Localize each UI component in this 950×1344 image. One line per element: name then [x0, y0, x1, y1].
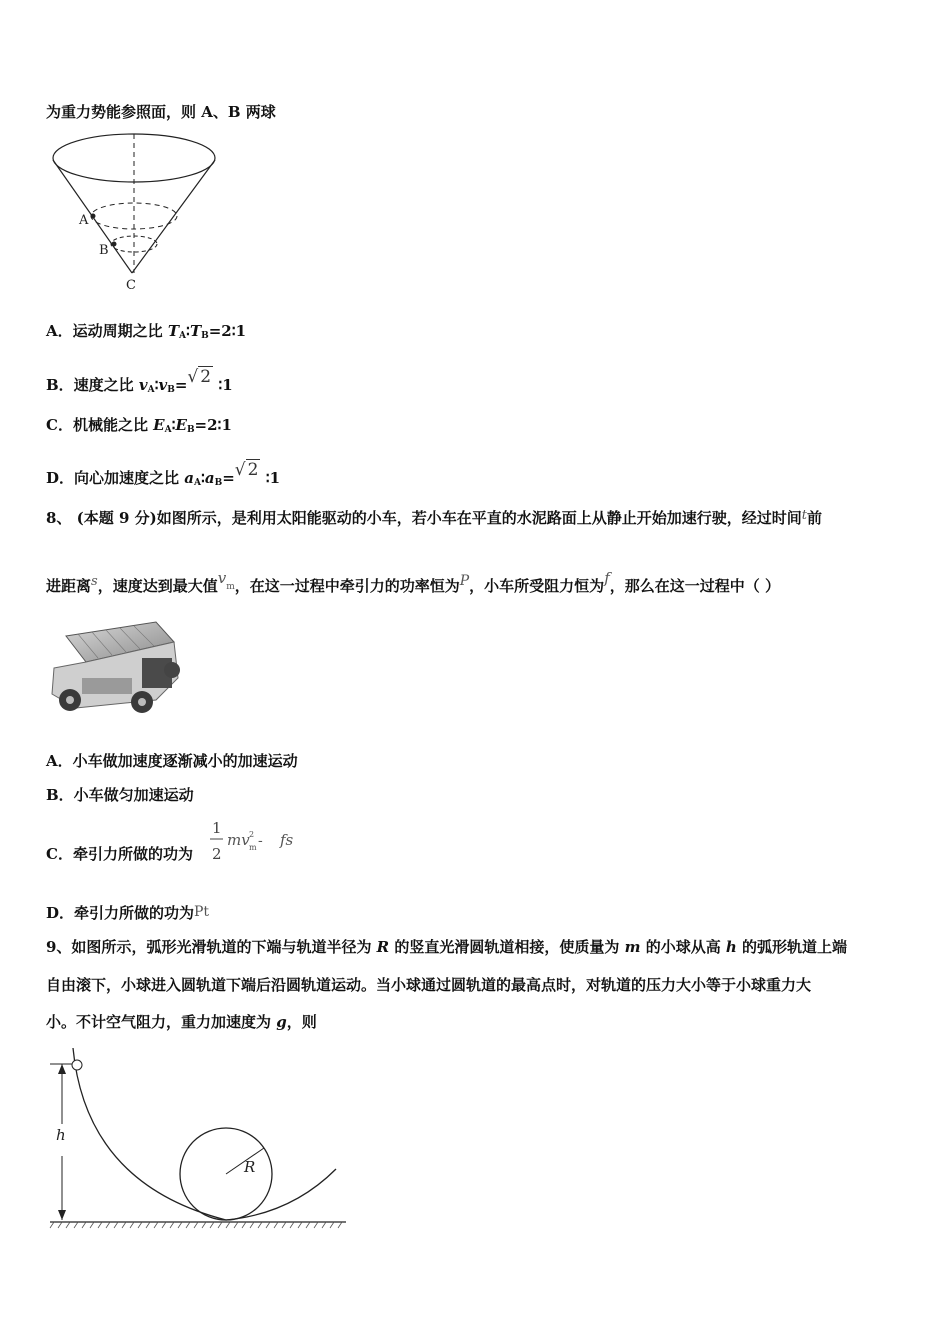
sqrt-2-d: √ 2 [234, 460, 259, 480]
q8-stem-line2: 进距离s，速度达到最大值$v_m$，在这一过程中牵引力的功率恒为P，小车所受阻力恒为f，那么在这一过程中（ ） [46, 569, 780, 595]
q8-option-b: B．小车做匀加速运动 [46, 786, 194, 804]
work-formula-c [208, 818, 308, 864]
sqrt-2-b: √ 2 [187, 367, 212, 387]
q8-option-c: C．牵引力所做的功为 [46, 845, 193, 863]
ground-hatching [50, 1222, 342, 1228]
svg-text:fs: fs [280, 831, 294, 849]
q9-stem-line2: 自由滚下，小球进入圆轨道下端后沿圆轨道运动。当小球通过圆轨道的最高点时，对轨道的压力大小等于小球重力大 [46, 976, 812, 994]
arrow-head-bottom [58, 1210, 66, 1220]
q8-option-d: D．牵引力所做的功为Pt [46, 904, 210, 922]
arrow-head-top [58, 1064, 66, 1074]
q8-stem-line1: 8、 (本题 9 分)如图所示，是利用太阳能驱动的小车，若小车在平直的水泥路面上从静止开始加速行驶，经过时间t前 [46, 508, 822, 527]
label-c: C [126, 278, 136, 293]
q7-option-a: A．运动周期之比 $T_A∶T_B=2∶1$ [46, 322, 247, 341]
label-h: h [56, 1126, 66, 1144]
cone-right-edge [132, 160, 215, 273]
solar-car-image [46, 618, 186, 718]
loop-track-figure [46, 1044, 356, 1244]
ball [72, 1060, 82, 1070]
svg-text:2: 2 [249, 830, 255, 839]
q8-option-a: A．小车做加速度逐渐减小的加速运动 [46, 752, 298, 770]
q7-option-c: C．机械能之比 $E_A∶E_B=2∶1$ [46, 416, 232, 435]
cone-figure [46, 128, 226, 298]
q9-stem-line3: 小。不计空气阻力，重力加速度为 g，则 [46, 1013, 317, 1031]
q7-option-b: B．速度之比 $v_A∶v_B=√$ 2 ∶1 [46, 367, 233, 395]
svg-text:1: 1 [212, 819, 222, 837]
svg-text:-: - [258, 833, 263, 849]
ball-b [112, 242, 117, 247]
svg-text:2: 2 [212, 845, 222, 863]
q9-stem-line1: 9、如图所示，弧形光滑轨道的下端与轨道半径为 R 的竖直光滑圆轨道相接，使质量为 m 的小球从高 h 的弧形轨道上端 [46, 938, 848, 956]
svg-text:mv: mv [227, 831, 250, 849]
ball-a [91, 214, 96, 219]
q7-option-d: D．向心加速度之比 $a_A∶a_B=√$ 2 ∶1 [46, 460, 281, 488]
label-b: B [99, 243, 109, 258]
intro-text: 为重力势能参照面，则 A、B 两球 [46, 103, 276, 121]
label-a: A [79, 213, 89, 228]
label-r: R [244, 1158, 256, 1176]
svg-text:m: m [249, 843, 257, 852]
